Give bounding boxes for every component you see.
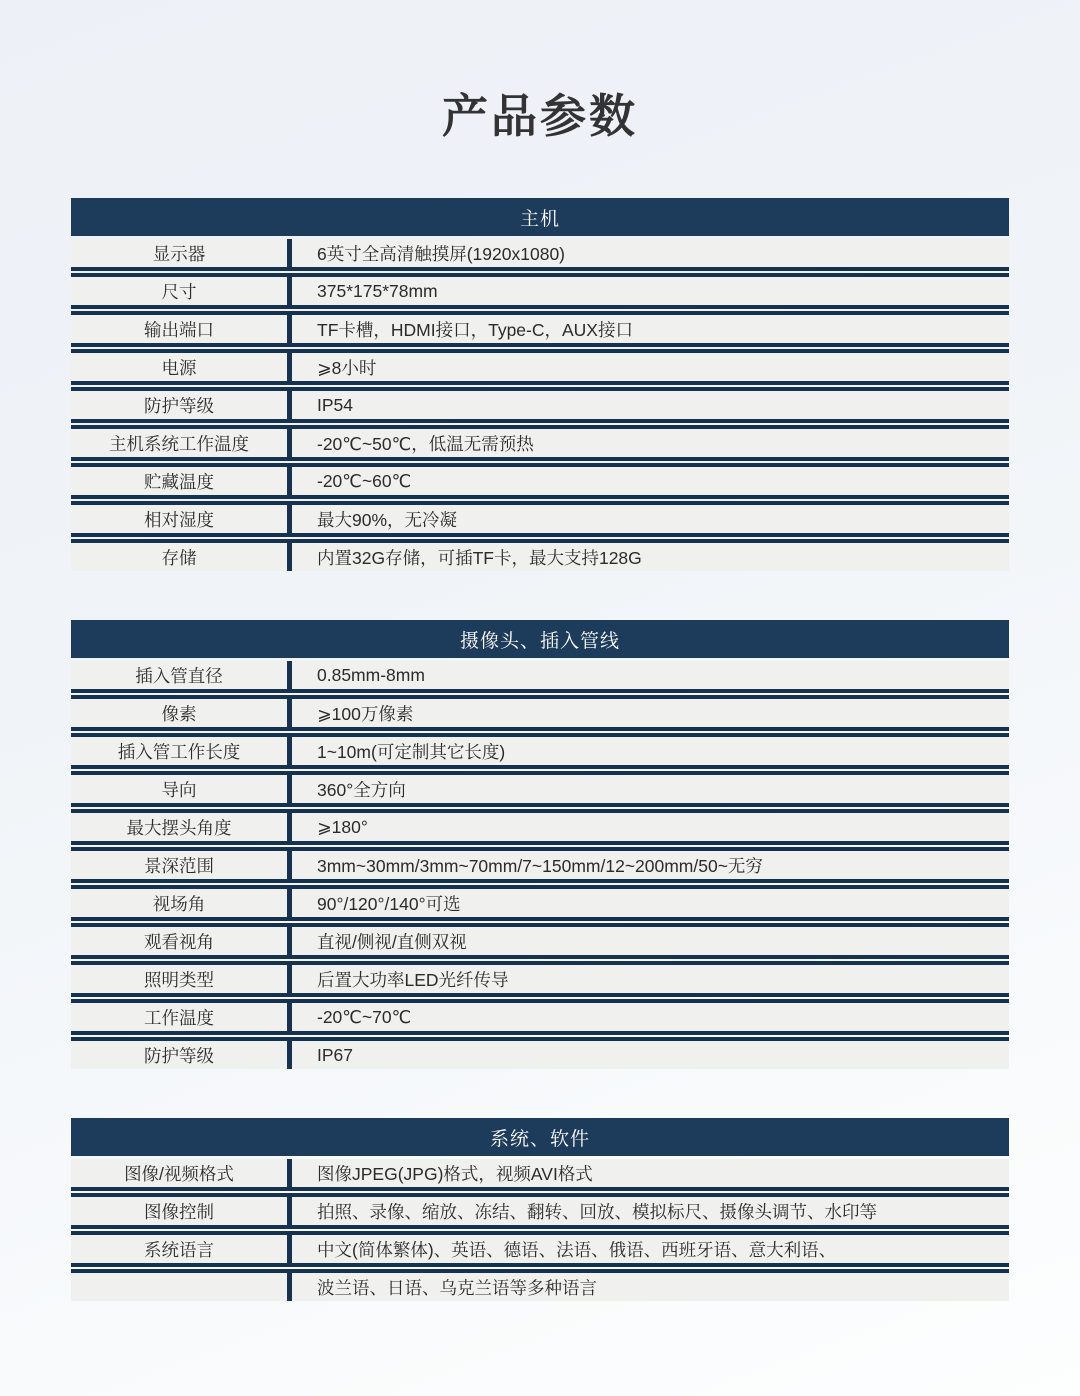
row-label: 显示器 xyxy=(152,243,206,264)
row-label: 图像控制 xyxy=(144,1201,214,1222)
row-value: 内置32G存储，可插TF卡，最大支持128G xyxy=(287,543,1009,571)
table-row xyxy=(71,539,1009,571)
row-label: 电源 xyxy=(161,357,197,378)
table-rows xyxy=(71,239,1009,571)
spec-table xyxy=(71,620,1009,1069)
row-label: 贮藏温度 xyxy=(144,471,214,492)
row-value: 0.85mm-8mm xyxy=(287,661,1009,689)
table-row xyxy=(71,425,1009,461)
table-row xyxy=(71,387,1009,423)
table-row xyxy=(71,1231,1009,1267)
row-label: 像素 xyxy=(161,703,197,724)
row-label: 防护等级 xyxy=(144,395,214,416)
row-value: 90°/120°/140°可选 xyxy=(287,889,1009,917)
row-label xyxy=(71,1273,287,1301)
table-row xyxy=(71,239,1009,271)
row-label: 存储 xyxy=(161,547,197,568)
table-row xyxy=(71,311,1009,347)
row-label: 观看视角 xyxy=(144,931,214,952)
table-row xyxy=(71,463,1009,499)
table-rows xyxy=(71,1159,1009,1301)
row-label: 相对湿度 xyxy=(144,509,214,530)
row-value: -20℃~50℃，低温无需预热 xyxy=(287,429,1009,457)
row-value: 直视/侧视/直侧双视 xyxy=(287,927,1009,955)
row-label: 工作温度 xyxy=(144,1007,214,1028)
row-label: 尺寸 xyxy=(161,281,197,302)
row-label: 图像/视频格式 xyxy=(124,1163,234,1184)
table-header: 系统、软件 xyxy=(71,1118,1009,1156)
table-row xyxy=(71,771,1009,807)
table-row xyxy=(71,349,1009,385)
page-title: 产品参数 xyxy=(442,90,638,142)
table-row xyxy=(71,1159,1009,1191)
row-value: IP54 xyxy=(287,391,1009,419)
row-label: 视场角 xyxy=(152,893,206,914)
table-header: 摄像头、插入管线 xyxy=(71,620,1009,658)
row-value: -20℃~60℃ xyxy=(287,467,1009,495)
row-label: 防护等级 xyxy=(144,1045,214,1066)
row-label: 照明类型 xyxy=(144,969,214,990)
table-row xyxy=(71,733,1009,769)
row-value: 最大90%，无冷凝 xyxy=(287,505,1009,533)
table-row xyxy=(71,961,1009,997)
table-rows xyxy=(71,661,1009,1069)
spec-table xyxy=(71,198,1009,571)
table-row xyxy=(71,695,1009,731)
table-row xyxy=(71,501,1009,537)
table-row xyxy=(71,1193,1009,1229)
row-value: ⩾8小时 xyxy=(287,353,1009,381)
table-row xyxy=(71,1269,1009,1301)
table-row xyxy=(71,847,1009,883)
row-value: 360°全方向 xyxy=(287,775,1009,803)
row-value: 375*175*78mm xyxy=(287,277,1009,305)
table-row xyxy=(71,999,1009,1035)
row-label: 景深范围 xyxy=(144,855,214,876)
row-label: 插入管直径 xyxy=(135,665,223,686)
row-value: 图像JPEG(JPG)格式，视频AVI格式 xyxy=(287,1159,1009,1187)
row-label: 插入管工作长度 xyxy=(117,741,241,762)
row-label: 输出端口 xyxy=(144,319,214,340)
row-label: 最大摆头角度 xyxy=(126,817,232,838)
spec-tables xyxy=(71,198,1009,1301)
row-value: 1~10m(可定制其它长度) xyxy=(287,737,1009,765)
row-value: IP67 xyxy=(287,1041,1009,1069)
row-value: 6英寸全高清触摸屏(1920x1080) xyxy=(287,239,1009,267)
table-row xyxy=(71,885,1009,921)
table-row xyxy=(71,923,1009,959)
row-value: 3mm~30mm/3mm~70mm/7~150mm/12~200mm/50~无穷 xyxy=(287,851,1009,879)
row-value: 拍照、录像、缩放、冻结、翻转、回放、模拟标尺、摄像头调节、水印等 xyxy=(287,1197,1009,1225)
row-value: ⩾180° xyxy=(287,813,1009,841)
row-value: ⩾100万像素 xyxy=(287,699,1009,727)
spec-table xyxy=(71,1118,1009,1301)
table-row xyxy=(71,1037,1009,1069)
row-value: 中文(简体繁体)、英语、德语、法语、俄语、西班牙语、意大利语、 xyxy=(287,1235,1009,1263)
row-label: 导向 xyxy=(161,779,197,800)
row-value: TF卡槽，HDMI接口，Type-C，AUX接口 xyxy=(287,315,1009,343)
row-value: -20℃~70℃ xyxy=(287,1003,1009,1031)
row-label: 主机系统工作温度 xyxy=(109,433,249,454)
table-row xyxy=(71,273,1009,309)
row-value: 后置大功率LED光纤传导 xyxy=(287,965,1009,993)
row-value: 波兰语、日语、乌克兰语等多种语言 xyxy=(287,1273,1009,1301)
table-header: 主机 xyxy=(71,198,1009,236)
table-row xyxy=(71,661,1009,693)
row-label: 系统语言 xyxy=(144,1239,214,1260)
table-row xyxy=(71,809,1009,845)
